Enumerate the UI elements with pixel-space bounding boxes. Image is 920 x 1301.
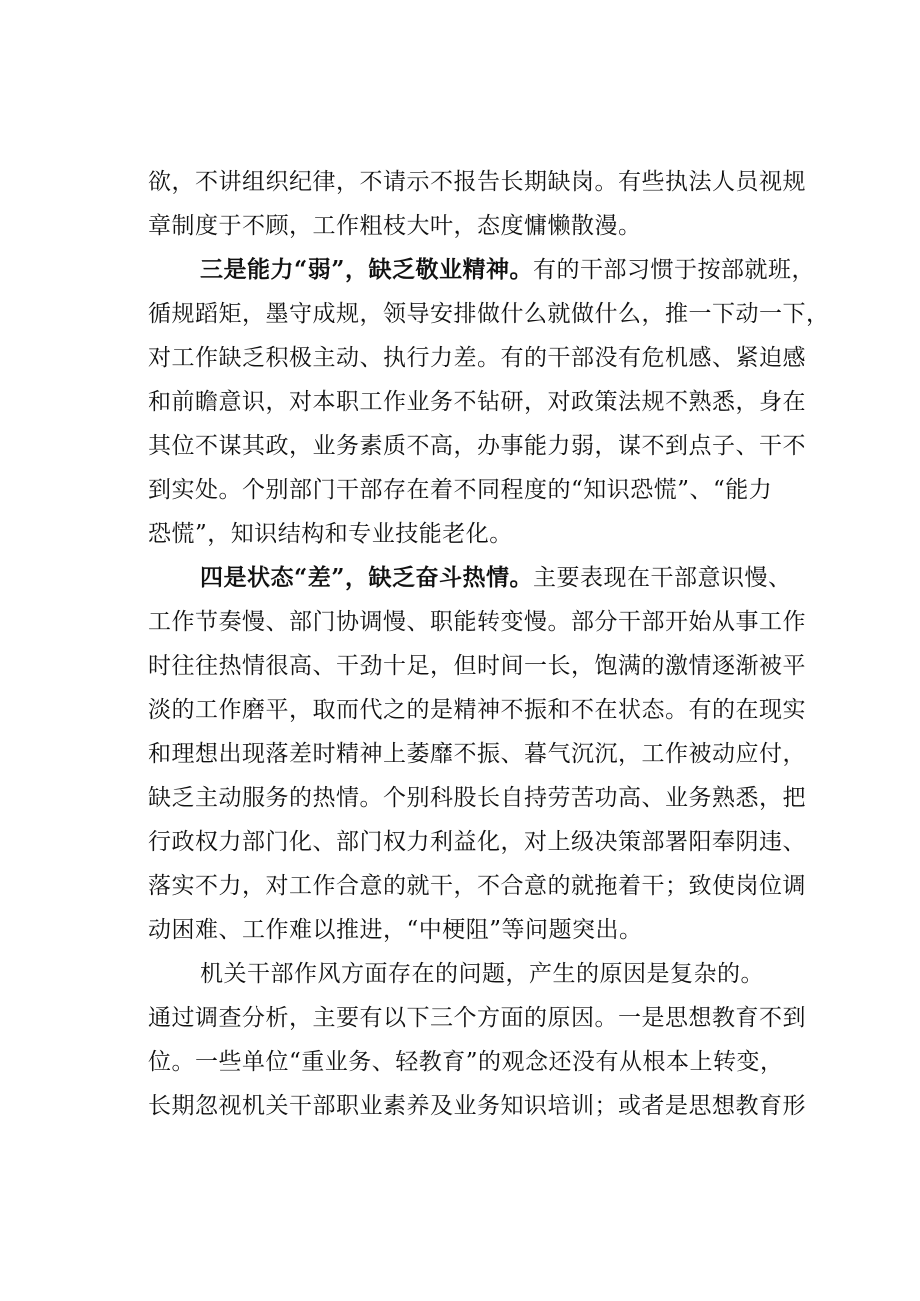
- text-line: 工作节奏慢、部门协调慢、职能转变慢。部分干部开始从事工作: [148, 609, 806, 635]
- text-line: 和理想出现落差时精神上萎靡不振、暮气沉沉，工作被动应付，: [148, 741, 806, 767]
- text-line: 和前瞻意识，对本职工作业务不钻研，对政策法规不熟悉，身在: [148, 389, 806, 415]
- text-line: 落实不力，对工作合意的就干，不合意的就拖着干；致使岗位调: [148, 873, 806, 899]
- paragraph-heading: 四是状态“差”，缺乏奋斗热情。: [200, 564, 533, 591]
- text-line: 到实处。个别部门干部存在着不同程度的“知识恐慌”、“能力: [148, 477, 773, 503]
- text-line: 章制度于不顾，工作粗枝大叶，态度慵懒散漫。: [148, 213, 642, 239]
- paragraph-heading: 三是能力“弱”，缺乏敬业精神。: [200, 256, 533, 283]
- text-line: 时往往热情很高、干劲十足，但时间一长，饱满的激情逐渐被平: [148, 653, 806, 679]
- text-line: 其位不谋其政，业务素质不高，办事能力弱，谋不到点子、干不: [148, 433, 806, 459]
- text-line: 缺乏主动服务的热情。个别科股长自持劳苦功高、业务熟悉，把: [148, 785, 806, 811]
- text-line: 淡的工作磨平，取而代之的是精神不振和不在状态。有的在现实: [148, 697, 806, 723]
- text-line: 行政权力部门化、部门权力利益化，对上级决策部署阳奉阴违、: [148, 829, 806, 855]
- text-line: 动困难、工作难以推进，“中梗阻”等问题突出。: [148, 917, 643, 943]
- text-line: 通过调查分析，主要有以下三个方面的原因。一是思想教育不到: [148, 1005, 806, 1031]
- paragraph-first-line: [200, 255, 815, 285]
- text-line: 长期忽视机关干部职业素养及业务知识培训；或者是思想教育形: [148, 1093, 806, 1119]
- text-line: 机关干部作风方面存在的问题，产生的原因是复杂的。: [200, 961, 764, 987]
- text-line: 对工作缺乏积极主动、执行力差。有的干部没有危机感、紧迫感: [148, 345, 806, 371]
- text-run: 主要表现在干部意识慢、: [532, 565, 792, 591]
- text-line: 欲，不讲组织纪律，不请示不报告长期缺岗。有些执法人员视规: [148, 169, 806, 195]
- text-line: 循规蹈矩，墨守成规，领导安排做什么就做什么，推一下动一下，: [148, 301, 830, 327]
- text-line: 恐慌”，知识结构和专业技能老化。: [148, 521, 513, 547]
- paragraph-first-line: [200, 563, 791, 593]
- text-line: 位。一些单位“重业务、轻教育”的观念还没有从根本上转变，: [148, 1049, 784, 1075]
- text-run: 有的干部习惯于按部就班，: [532, 257, 815, 283]
